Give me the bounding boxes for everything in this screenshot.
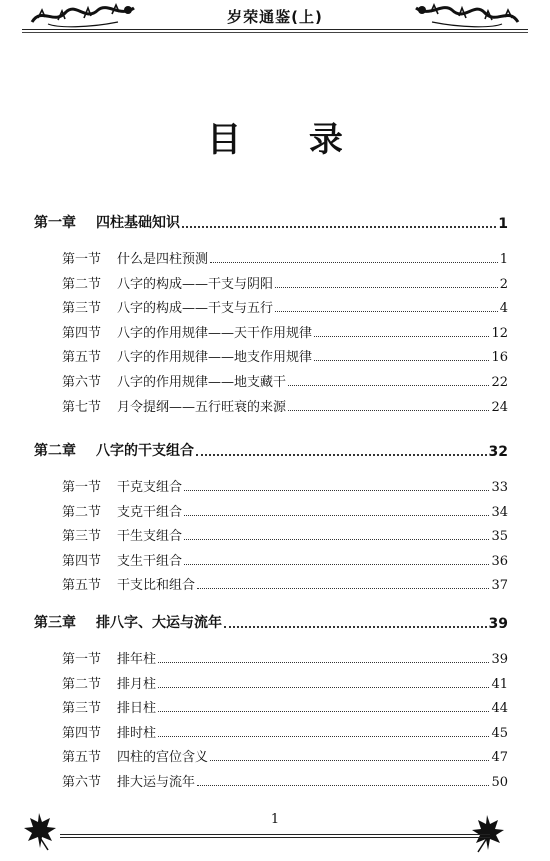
toc-section-entry[interactable] <box>62 722 508 741</box>
dot-leader <box>314 336 489 337</box>
section-number: 第一节 <box>62 252 102 267</box>
section-title: 八字的作用规律——天干作用规律 <box>117 325 313 341</box>
running-header-title: 岁荣通鉴(上) <box>227 8 323 26</box>
section-page-number: 39 <box>491 652 508 667</box>
section-title: 排时柱 <box>117 725 157 741</box>
section-number: 第四节 <box>62 725 102 741</box>
dot-leader <box>224 626 487 628</box>
toc-section-entry[interactable] <box>62 697 508 716</box>
toc-section-entry[interactable] <box>62 550 508 569</box>
section-title: 八字的作用规律——地支藏干 <box>117 375 287 390</box>
dot-leader <box>288 410 489 411</box>
section-page-number: 4 <box>499 301 508 317</box>
page-header <box>0 0 550 36</box>
section-page-number: 12 <box>491 325 508 341</box>
section-title: 排大运与流年 <box>117 775 196 790</box>
toc-section-entry[interactable] <box>62 248 508 267</box>
section-title: 八字的构成——干支与五行 <box>117 301 274 317</box>
dot-leader <box>158 662 489 663</box>
dot-leader <box>158 687 489 688</box>
toc-section-entry[interactable] <box>62 771 508 790</box>
toc-chapter-entry[interactable] <box>34 440 508 460</box>
section-title: 支克干组合 <box>117 504 183 520</box>
dot-leader <box>182 226 496 228</box>
footer-rule <box>60 834 490 835</box>
dot-leader <box>158 711 489 712</box>
section-page-number: 34 <box>491 504 508 520</box>
section-title: 干生支组合 <box>117 529 183 545</box>
chapter-number: 第二章 <box>34 443 76 459</box>
section-number: 第二节 <box>62 276 102 292</box>
dot-leader <box>196 454 487 456</box>
section-page-number: 41 <box>491 676 508 692</box>
section-title: 什么是四柱预测 <box>117 252 209 267</box>
section-number: 第六节 <box>62 375 102 390</box>
dot-leader <box>314 360 489 361</box>
section-title: 排日柱 <box>117 701 157 717</box>
section-title: 排月柱 <box>117 676 157 692</box>
page-title: 目 录 <box>207 120 371 160</box>
section-number: 第二节 <box>62 504 102 520</box>
toc-section-entry[interactable] <box>62 648 508 667</box>
section-title: 干支比和组合 <box>117 578 196 594</box>
section-page-number: 35 <box>491 529 508 545</box>
page-number: 1 <box>270 812 280 827</box>
section-page-number: 45 <box>491 725 508 741</box>
toc-section-entry[interactable] <box>62 746 508 765</box>
toc-chapter-entry[interactable] <box>34 612 508 632</box>
dot-leader <box>184 564 489 565</box>
toc-section-entry[interactable] <box>62 322 508 341</box>
toc-section-entry[interactable] <box>62 297 508 316</box>
toc-section-entry[interactable] <box>62 346 508 365</box>
section-page-number: 16 <box>491 350 508 366</box>
dragon-ornament-icon <box>412 0 522 30</box>
section-title: 四柱的宫位含义 <box>117 750 209 766</box>
chapter-title: 四柱基础知识 <box>96 215 180 231</box>
section-number: 第三节 <box>62 701 102 717</box>
section-title: 八字的构成——干支与阴阳 <box>117 276 274 292</box>
section-page-number: 24 <box>491 399 508 415</box>
dot-leader <box>288 385 489 386</box>
section-number: 第三节 <box>62 301 102 317</box>
header-rule <box>22 29 528 30</box>
section-number: 第五节 <box>62 750 102 766</box>
toc-section-entry[interactable] <box>62 396 508 415</box>
section-number: 第一节 <box>62 652 102 667</box>
footer-rule <box>60 837 490 838</box>
section-number: 第四节 <box>62 325 102 341</box>
section-number: 第三节 <box>62 529 102 545</box>
section-number: 第二节 <box>62 676 102 692</box>
chapter-page-number: 39 <box>488 616 508 632</box>
toc-section-entry[interactable] <box>62 574 508 593</box>
dot-leader <box>210 760 489 761</box>
chapter-page-number: 32 <box>488 444 508 460</box>
dot-leader <box>184 539 489 540</box>
dot-leader <box>158 736 489 737</box>
dot-leader <box>197 785 489 786</box>
section-page-number: 50 <box>491 775 508 790</box>
section-page-number: 44 <box>491 701 508 717</box>
section-title: 排年柱 <box>117 652 157 667</box>
toc-section-entry[interactable] <box>62 525 508 544</box>
section-page-number: 22 <box>491 375 508 390</box>
section-number: 第五节 <box>62 578 102 594</box>
dot-leader <box>184 490 489 491</box>
section-number: 第七节 <box>62 399 102 415</box>
section-title: 月令提纲——五行旺衰的来源 <box>117 399 287 415</box>
chapter-title: 八字的干支组合 <box>96 443 194 459</box>
toc-section-entry[interactable] <box>62 501 508 520</box>
header-rule <box>22 32 528 33</box>
section-title: 八字的作用规律——地支作用规律 <box>117 350 313 366</box>
section-number: 第五节 <box>62 350 102 366</box>
chapter-number: 第三章 <box>34 615 76 631</box>
section-number: 第一节 <box>62 480 102 495</box>
dot-leader <box>275 311 498 312</box>
section-number: 第四节 <box>62 553 102 569</box>
toc-section-entry[interactable] <box>62 273 508 292</box>
section-page-number: 37 <box>491 578 508 594</box>
section-title: 干克支组合 <box>117 480 183 495</box>
section-title: 支生干组合 <box>117 553 183 569</box>
dot-leader <box>184 515 489 516</box>
chapter-page-number: 1 <box>498 216 508 232</box>
section-page-number: 36 <box>491 553 508 569</box>
section-page-number: 47 <box>491 750 508 766</box>
section-page-number: 33 <box>491 480 508 495</box>
chapter-number: 第一章 <box>34 215 76 231</box>
toc-section-entry[interactable] <box>62 476 508 495</box>
toc-section-entry[interactable] <box>62 371 508 390</box>
toc-section-entry[interactable] <box>62 673 508 692</box>
dot-leader <box>275 287 498 288</box>
dot-leader <box>210 262 498 263</box>
section-page-number: 1 <box>499 252 508 267</box>
dot-leader <box>197 588 489 589</box>
chapter-title: 排八字、大运与流年 <box>96 615 222 631</box>
section-page-number: 2 <box>499 276 508 292</box>
toc-chapter-entry[interactable] <box>34 212 508 232</box>
section-number: 第六节 <box>62 775 102 790</box>
